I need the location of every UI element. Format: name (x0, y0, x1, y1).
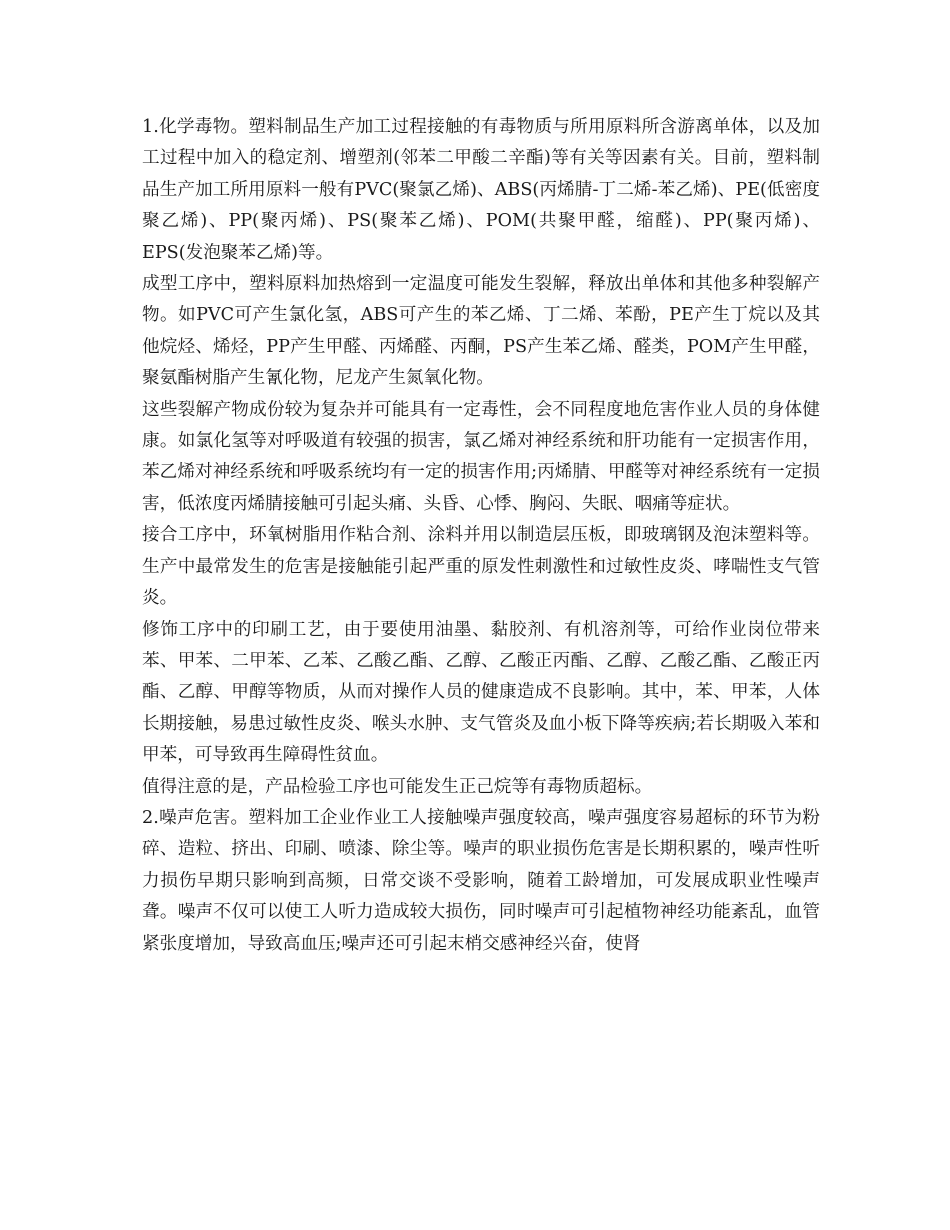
paragraph-decomposition-hazards: 这些裂解产物成份较为复杂并可能具有一定毒性，会不同程度地危害作业人员的身体健康。如氯化氢等对呼吸道有较强的损害，氯乙烯对神经系统和肝功能有一定损害作用，苯乙烯对神经系统和呼吸系统均有一定的损害作用;丙烯腈、甲醛等对神经系统有一定损害，低浓度丙烯腈接触可引起头痛、头昏、心悸、胸闷、失眠、咽痛等症状。 (142, 399, 820, 514)
document-body (142, 112, 820, 960)
paragraph-bonding-process: 接合工序中，环氧树脂用作粘合剂、涂料并用以制造层压板，即玻璃钢及泡沫塑料等。生产中最常发生的危害是接触能引起严重的原发性刺激性和过敏性皮炎、哮喘性支气管炎。 (142, 525, 820, 609)
paragraph-chemical-toxins: 1.化学毒物。塑料制品生产加工过程接触的有毒物质与所用原料所含游离单体，以及加工过程中加入的稳定剂、增塑剂(邻苯二甲酸二辛酯)等有关等因素有关。目前，塑料制品生产加工所用原料一般有PVC(聚氯乙烯)、ABS(丙烯腈-丁二烯-苯乙烯)、PE(低密度聚乙烯)、PP(聚丙烯)、PS(聚苯乙烯)、POM(共聚甲醛，缩醛)、PP(聚丙烯)、EPS(发泡聚苯乙烯)等。 (142, 117, 820, 263)
paragraph-inspection-note: 值得注意的是，产品检验工序也可能发生正己烷等有毒物质超标。 (142, 776, 653, 797)
paragraph-molding-process: 成型工序中，塑料原料加热熔到一定温度可能发生裂解，释放出单体和其他多种裂解产物。如PVC可产生氯化氢，ABS可产生的苯乙烯、丁二烯、苯酚，PE产生丁烷以及其他烷烃、烯烃，PP产生甲醛、丙烯醛、丙酮，PS产生苯乙烯、醛类，POM产生甲醛，聚氨酯树脂产生氰化物，尼龙产生氮氧化物。 (142, 274, 820, 389)
paragraph-printing-process: 修饰工序中的印刷工艺，由于要使用油墨、黏胶剂、有机溶剂等，可给作业岗位带来苯、甲苯、二甲苯、乙苯、乙酸乙酯、乙醇、乙酸正丙酯、乙醇、乙酸乙酯、乙酸正丙酯、乙醇、甲醇等物质，从而对操作人员的健康造成不良影响。其中，苯、甲苯，人体长期接触，易患过敏性皮炎、喉头水肿、支气管炎及血小板下降等疾病;若长期吸入苯和甲苯，可导致再生障碍性贫血。 (142, 619, 820, 766)
paragraph-noise-hazard: 2.噪声危害。塑料加工企业作业工人接触噪声强度较高，噪声强度容易超标的环节为粉碎、造粒、挤出、印刷、喷漆、除尘等。噪声的职业损伤危害是长期积累的，噪声性听力损伤早期只影响到高频，日常交谈不受影响，随着工龄增加，可发展成职业性噪声聋。噪声不仅可以使工人听力造成较大损伤，同时噪声可引起植物神经功能紊乱，血管紧张度增加，导致高血压;噪声还可引起末梢交感神经兴奋，使肾 (142, 807, 820, 954)
